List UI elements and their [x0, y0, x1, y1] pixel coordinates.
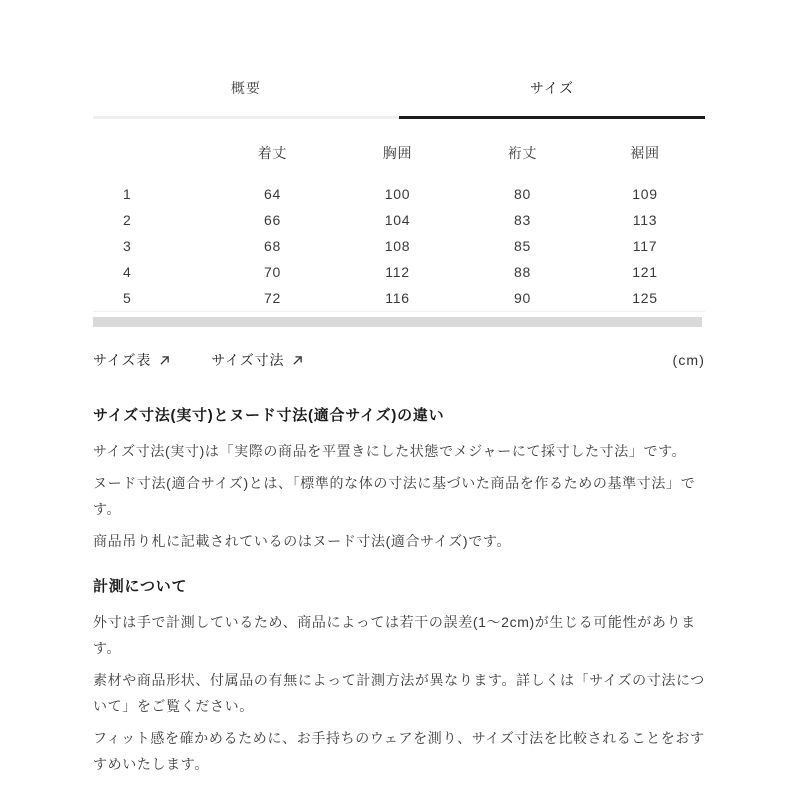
size-label: 2	[123, 212, 132, 228]
tab-bar	[93, 78, 705, 119]
cell-sleeve: 88	[514, 264, 531, 280]
column-header-sleeve: 裄丈	[507, 145, 538, 161]
table-footer-row	[93, 350, 705, 370]
tab-overview[interactable]: 概要	[93, 78, 399, 119]
size-label: 4	[123, 264, 132, 280]
section-paragraph: フィット感を確かめるために、お手持ちのウェアを測り、サイズ寸法を比較されることをおすすめいたします。	[93, 730, 705, 772]
size-dimensions-link-label: サイズ寸法	[211, 352, 285, 368]
cell-sleeve: 83	[514, 212, 531, 228]
section-heading: サイズ寸法(実寸)とヌード寸法(適合サイズ)の違い	[93, 407, 445, 424]
cell-hem: 113	[632, 212, 658, 228]
cell-hem: 125	[632, 290, 658, 306]
table-row	[93, 181, 705, 207]
section-paragraph: 商品吊り札に記載されているのはヌード寸法(適合サイズ)です。	[93, 533, 511, 549]
column-header-hem: 裾囲	[630, 145, 660, 161]
cell-body-length: 64	[264, 186, 281, 202]
tab-size[interactable]: サイズ	[399, 78, 705, 119]
cell-hem: 121	[632, 264, 658, 280]
column-header-chest: 胸囲	[382, 145, 413, 161]
table-row	[93, 285, 705, 311]
cell-sleeve: 85	[514, 238, 531, 254]
column-header-body-length: 着丈	[257, 145, 288, 161]
cell-sleeve: 90	[514, 290, 531, 306]
horizontal-scrollbar[interactable]	[93, 317, 702, 327]
section-heading: 計測について	[93, 578, 188, 595]
cell-hem: 117	[632, 238, 658, 254]
section-paragraph: サイズ寸法(実寸)は「実際の商品を平置きにした状態でメジャーにて採寸した寸法」です。	[93, 443, 687, 459]
cell-chest: 104	[384, 212, 411, 228]
cell-chest: 100	[384, 186, 411, 202]
cell-hem: 109	[632, 186, 658, 202]
section-about-measurement	[93, 575, 705, 777]
size-dimensions-link[interactable]	[211, 350, 304, 370]
size-table	[93, 145, 705, 311]
cell-chest: 112	[385, 264, 410, 280]
cell-body-length: 66	[264, 212, 281, 228]
table-row	[93, 207, 705, 233]
cell-body-length: 70	[264, 264, 281, 280]
arrow-up-right-icon	[158, 354, 171, 367]
cell-sleeve: 80	[514, 186, 531, 202]
table-row	[93, 233, 705, 259]
section-paragraph: ヌード寸法(適合サイズ)とは、「標準的な体の寸法に基づいた商品を作るための基準寸法」です。	[93, 475, 696, 517]
arrow-up-right-icon	[291, 354, 304, 367]
size-table-body	[93, 181, 705, 311]
size-label: 1	[123, 186, 132, 202]
size-chart-link[interactable]	[93, 350, 171, 370]
size-label: 3	[123, 238, 132, 254]
cell-chest: 108	[384, 238, 411, 254]
section-paragraph: 外寸は手で計測しているため、商品によっては若干の誤差(1〜2cm)が生じる可能性があります。	[93, 614, 696, 656]
cell-chest: 116	[385, 290, 410, 306]
size-chart-link-label: サイズ表	[93, 352, 152, 368]
table-scroll-area	[93, 311, 705, 327]
table-row	[93, 259, 705, 285]
cell-body-length: 72	[264, 290, 281, 306]
size-label: 5	[123, 290, 132, 306]
size-table-header	[93, 145, 705, 161]
section-size-vs-nude-dimensions	[93, 404, 705, 554]
size-column-spacer	[93, 145, 210, 161]
section-paragraph: 素材や商品形状、付属品の有無によって計測方法が異なります。詳しくは「サイズの寸法について」をご覧ください。	[93, 672, 705, 714]
content-area	[93, 0, 705, 777]
cell-body-length: 68	[264, 238, 281, 254]
unit-label: (cm)	[672, 352, 705, 368]
